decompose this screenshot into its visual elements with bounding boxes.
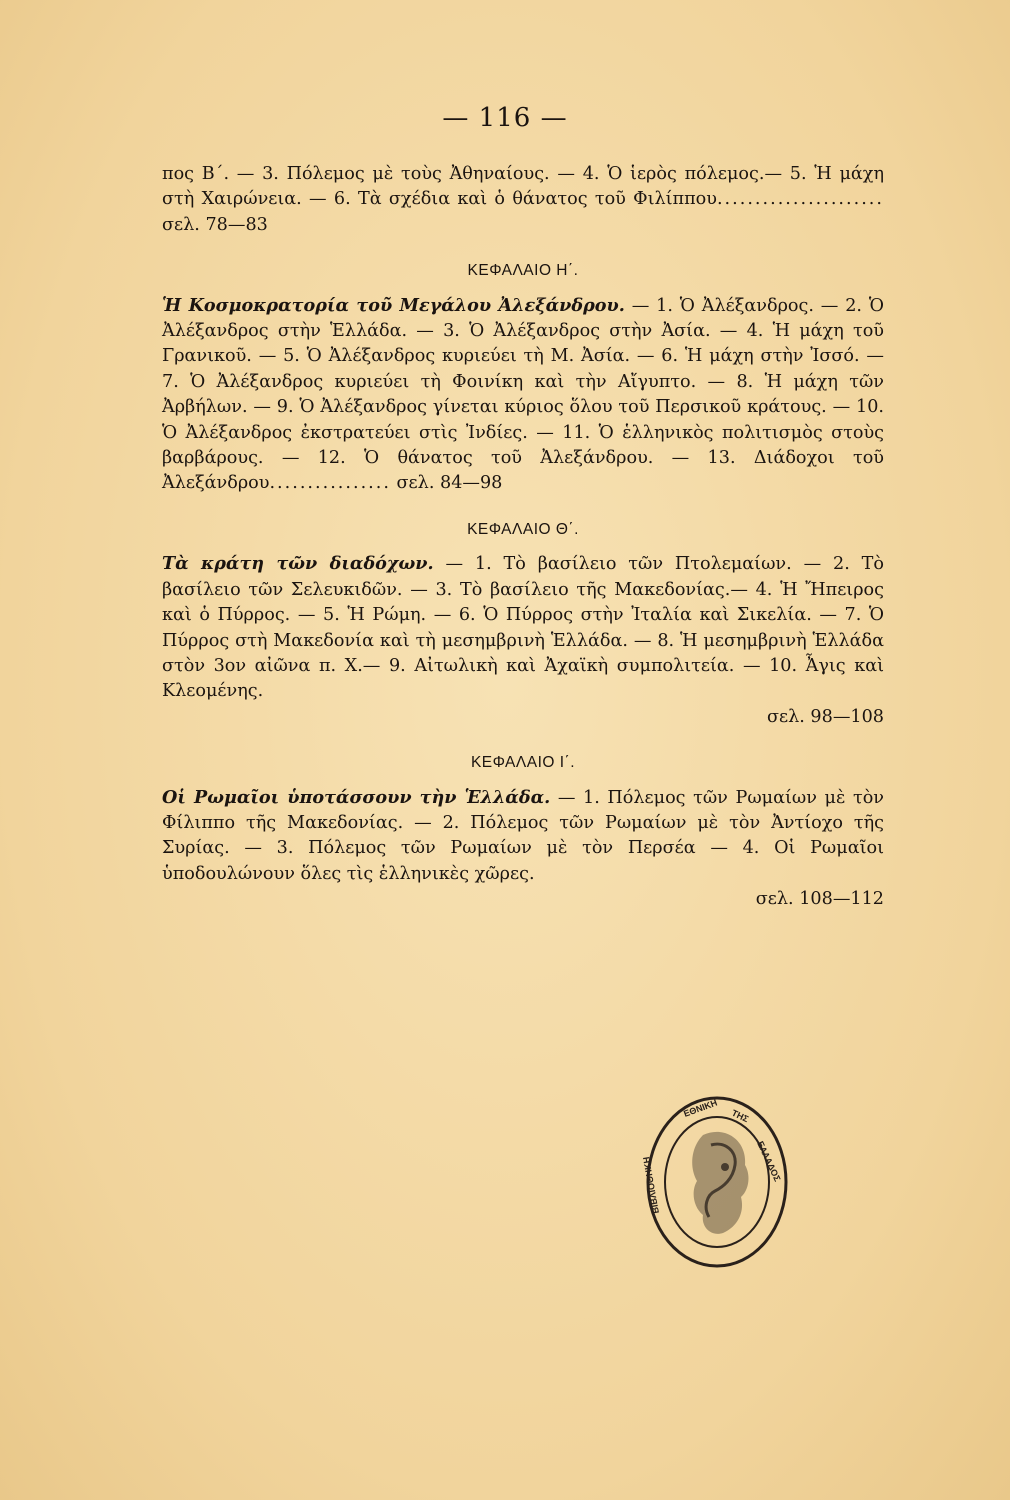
page-range: σελ. 84—98 (396, 473, 503, 494)
chapter-contents: — 1. Ὁ Ἀλέξανδρος. — 2. Ὁ Ἀλέξανδρος στὴν Ἑλλάδα. — 3. Ὁ Ἀλέξανδρος στὴν Ἀσία. — 4. Ἡ μάχη τοῦ Γρανικοῦ. — 5. Ὁ Ἀλέξανδρος κυριεύει τὴ Μ. Ἀσία. — 6. Ἡ μάχη στὴν Ἰσσό. — 7. Ὁ Ἀλέξανδρος κυριεύει τὴ Φοινίκη καὶ τὴν Αἴγυπτο. — 8. Ἡ μάχη τῶν Ἀρβήλων. — 9. Ὁ Ἀλέξανδρος γίνεται κύριος ὅλου τοῦ Περσικοῦ κράτους. — 10. Ὁ Ἀλέξανδρος ἐκστρατεύει στὶς Ἰνδίες. — 11. Ὁ ἑλληνικὸς πολιτισμὸς στοὺς βαρβάρους. — 12. Ὁ θάνατος τοῦ Ἀλεξάνδρου. — 13. Διάδοχοι τοῦ Ἀλεξάνδρου (162, 295, 884, 494)
table-of-contents (162, 162, 884, 913)
page-range: σελ. 78—83 (162, 214, 268, 235)
chapter-heading: ΚΕΦΑΛΑΙΟ Ι΄. (470, 754, 576, 772)
svg-text:ΕΘΝΙΚΗ: ΕΘΝΙΚΗ (682, 1097, 719, 1119)
leader-dots: ...................... (716, 189, 884, 210)
leader-dots: ................ (269, 473, 391, 494)
chapter-10 (162, 750, 884, 912)
section-continuation (162, 162, 884, 238)
chapter-title: Τὰ κράτη τῶν διαδόχων. (162, 553, 434, 575)
chapter-heading: ΚΕΦΑΛΑΙΟ Η΄. (467, 262, 579, 280)
chapter-entry (162, 293, 884, 497)
chapter-title: Οἱ Ρωμαῖοι ὑποτάσσουν τὴν Ἑλλάδα. (162, 786, 551, 808)
chapter-contents: — 1. Πόλεμος τῶν Ρωμαίων μὲ τὸν Φίλιππο τῆς Μακεδονίας. — 2. Πόλεμος τῶν Ρωμαίων μὲ τὸν Ἀντίοχο τῆς Συρίας. — 3. Πόλεμος τῶν Ρωμαίων μὲ τὸν Περσέα — 4. Οἱ Ρωμαῖοι ὑποδουλώνουν ὅλες τὶς ἑλληνικὲς χῶρες. (162, 787, 885, 884)
continuation-text: πος Β΄. — 3. Πόλεμος μὲ τοὺς Ἀθηναίους. — 4. Ὁ ἱερὸς πόλεμος.— 5. Ἡ μάχη στὴ Χαιρώνεια. — 6. Τὰ σχέδια καὶ ὁ θάνατος τοῦ Φιλίππου (162, 164, 884, 210)
chapter-contents: — 1. Τὸ βασίλειο τῶν Πτολεμαίων. — 2. Τὸ βασίλειο τῶν Σελευκιδῶν. — 3. Τὸ βασίλειο τῆς Μακεδονίας.— 4. Ἡ Ἤπειρος καὶ ὁ Πύρρος. — 5. Ἡ Ρώμη. — 6. Ὁ Πύρρος στὴν Ἰταλία καὶ Σικελία. — 7. Ὁ Πύρρος στὴ Μακεδονία καὶ τὴ μεσημβρινὴ Ἑλλάδα. — 8. Ἡ μεσημβρινὴ Ἑλλάδα στὸν 3ον αἰῶνα π. Χ.— 9. Αἰτωλικὴ καὶ Ἀχαϊκὴ συμπολιτεία. — 10. Ἆγις καὶ Κλεομένης. (162, 554, 884, 702)
svg-text:ΕΛΛΑΔΟΣ: ΕΛΛΑΔΟΣ (755, 1139, 783, 1183)
chapter-9 (162, 517, 884, 730)
page-range: σελ. 108—112 (755, 889, 884, 910)
page-number: — 116 — (442, 103, 568, 133)
chapter-8 (162, 258, 884, 497)
page-range: σελ. 98—108 (766, 706, 884, 727)
svg-text:ΤΗΣ: ΤΗΣ (730, 1107, 751, 1125)
svg-text:ΒΙΒΛΙΟΘΗΚΗ: ΒΙΒΛΙΟΘΗΚΗ (641, 1156, 661, 1215)
chapter-entry (162, 551, 884, 704)
chapter-heading: ΚΕΦΑΛΑΙΟ Θ΄. (467, 520, 579, 538)
library-seal-stamp (641, 1095, 790, 1270)
chapter-title: Ἡ Κοσμοκρατορία τοῦ Μεγάλου Ἀλεξάνδρου. (162, 294, 625, 316)
chapter-entry (162, 785, 884, 888)
